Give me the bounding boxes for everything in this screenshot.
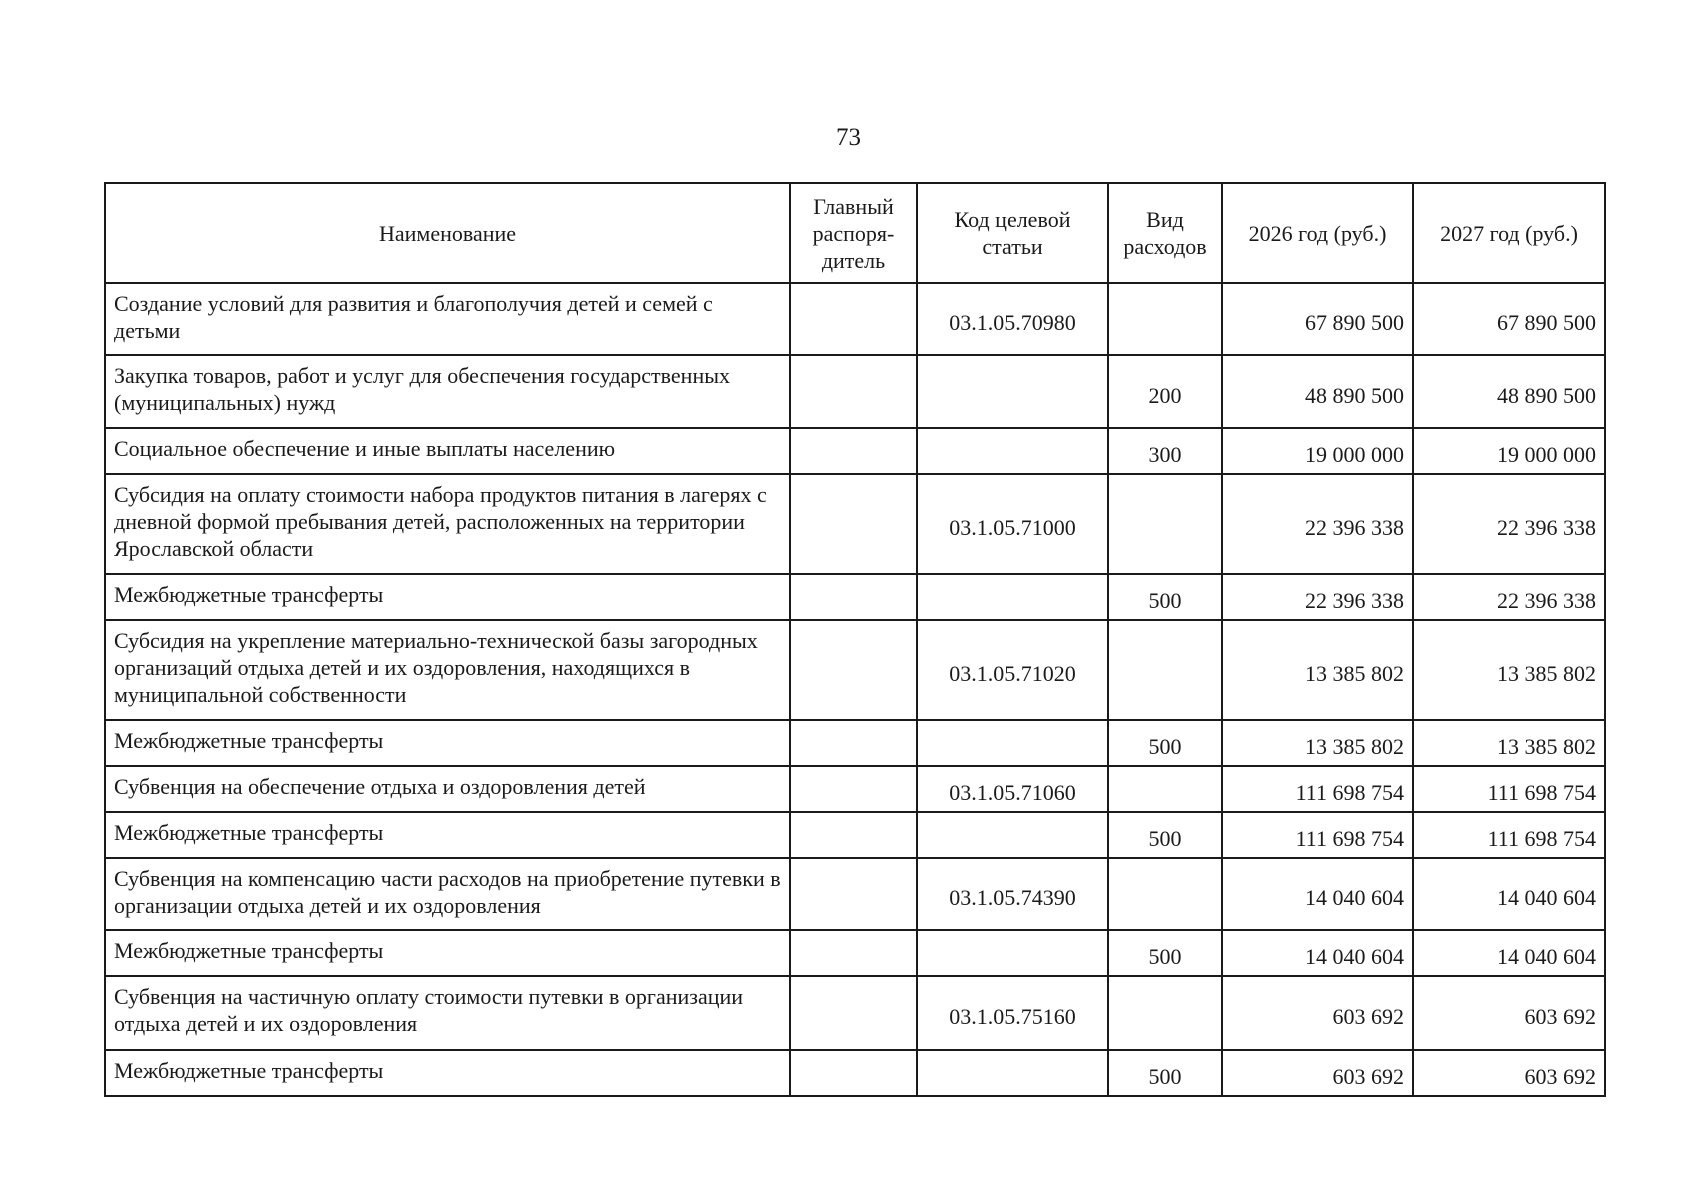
cell-2027: 603 692 — [1413, 1050, 1605, 1096]
cell-manager — [790, 574, 917, 620]
cell-name: Закупка товаров, работ и услуг для обеспечения государственных (муниципальных) нужд — [105, 355, 790, 428]
cell-code: 03.1.05.71020 — [917, 620, 1108, 720]
table-header-row — [105, 183, 1605, 283]
cell-code — [917, 720, 1108, 766]
cell-code: 03.1.05.75160 — [917, 976, 1108, 1050]
cell-manager — [790, 858, 917, 930]
header-name: Наименование — [105, 183, 790, 283]
table-row — [105, 812, 1605, 858]
cell-code: 03.1.05.71000 — [917, 474, 1108, 574]
cell-2026: 603 692 — [1222, 976, 1413, 1050]
cell-manager — [790, 283, 917, 355]
cell-name: Субвенция на обеспечение отдыха и оздоровления детей — [105, 766, 790, 812]
header-year-2027: 2027 год (руб.) — [1413, 183, 1605, 283]
page-number: 73 — [836, 124, 861, 151]
cell-2027: 22 396 338 — [1413, 474, 1605, 574]
cell-2026: 13 385 802 — [1222, 620, 1413, 720]
cell-name: Создание условий для развития и благополучия детей и семей с детьми — [105, 283, 790, 355]
cell-2027: 19 000 000 — [1413, 428, 1605, 474]
budget-table — [104, 182, 1606, 1097]
cell-2027: 67 890 500 — [1413, 283, 1605, 355]
cell-2027: 48 890 500 — [1413, 355, 1605, 428]
table-row — [105, 474, 1605, 574]
cell-2027: 13 385 802 — [1413, 720, 1605, 766]
cell-2026: 111 698 754 — [1222, 766, 1413, 812]
cell-2026: 111 698 754 — [1222, 812, 1413, 858]
table-row — [105, 930, 1605, 976]
header-main-manager: Главный распоря-дитель — [790, 183, 917, 283]
header-year-2026: 2026 год (руб.) — [1222, 183, 1413, 283]
cell-2027: 14 040 604 — [1413, 930, 1605, 976]
cell-type: 500 — [1108, 1050, 1222, 1096]
cell-2026: 67 890 500 — [1222, 283, 1413, 355]
table-row — [105, 976, 1605, 1050]
cell-type — [1108, 766, 1222, 812]
cell-manager — [790, 766, 917, 812]
cell-2026: 48 890 500 — [1222, 355, 1413, 428]
cell-name: Субсидия на укрепление материально-технической базы загородных организаций отдыха детей и их оздоровления, находящихся в муниципальной собственности — [105, 620, 790, 720]
table-row — [105, 574, 1605, 620]
table-row — [105, 428, 1605, 474]
cell-code — [917, 812, 1108, 858]
header-expense-type: Вид расходов — [1108, 183, 1222, 283]
cell-type — [1108, 474, 1222, 574]
cell-type: 500 — [1108, 930, 1222, 976]
cell-name: Межбюджетные трансферты — [105, 1050, 790, 1096]
cell-manager — [790, 1050, 917, 1096]
cell-type — [1108, 858, 1222, 930]
cell-name: Субвенция на компенсацию части расходов на приобретение путевки в организации отдыха детей и их оздоровления — [105, 858, 790, 930]
cell-name: Субвенция на частичную оплату стоимости путевки в организации отдыха детей и их оздоровления — [105, 976, 790, 1050]
table-row — [105, 283, 1605, 355]
header-target-code: Код целевой статьи — [917, 183, 1108, 283]
cell-2026: 14 040 604 — [1222, 930, 1413, 976]
cell-2026: 13 385 802 — [1222, 720, 1413, 766]
cell-manager — [790, 620, 917, 720]
cell-manager — [790, 355, 917, 428]
cell-code: 03.1.05.70980 — [917, 283, 1108, 355]
cell-manager — [790, 930, 917, 976]
cell-type: 200 — [1108, 355, 1222, 428]
cell-2026: 22 396 338 — [1222, 474, 1413, 574]
cell-code — [917, 574, 1108, 620]
cell-type — [1108, 283, 1222, 355]
cell-name: Субсидия на оплату стоимости набора продуктов питания в лагерях с дневной формой пребывания детей, расположенных на территории Ярославской области — [105, 474, 790, 574]
cell-name: Межбюджетные трансферты — [105, 930, 790, 976]
cell-type: 500 — [1108, 720, 1222, 766]
table-row — [105, 620, 1605, 720]
cell-code: 03.1.05.74390 — [917, 858, 1108, 930]
cell-name: Межбюджетные трансферты — [105, 812, 790, 858]
cell-manager — [790, 812, 917, 858]
cell-2027: 22 396 338 — [1413, 574, 1605, 620]
cell-type: 300 — [1108, 428, 1222, 474]
cell-manager — [790, 976, 917, 1050]
table-row — [105, 720, 1605, 766]
cell-2026: 19 000 000 — [1222, 428, 1413, 474]
cell-2027: 111 698 754 — [1413, 766, 1605, 812]
cell-2027: 111 698 754 — [1413, 812, 1605, 858]
cell-type — [1108, 620, 1222, 720]
cell-type: 500 — [1108, 812, 1222, 858]
cell-code — [917, 428, 1108, 474]
table-row — [105, 858, 1605, 930]
cell-name: Межбюджетные трансферты — [105, 720, 790, 766]
cell-type — [1108, 976, 1222, 1050]
cell-2026: 603 692 — [1222, 1050, 1413, 1096]
cell-code — [917, 355, 1108, 428]
cell-manager — [790, 474, 917, 574]
table-row — [105, 1050, 1605, 1096]
cell-2027: 14 040 604 — [1413, 858, 1605, 930]
cell-code: 03.1.05.71060 — [917, 766, 1108, 812]
cell-2027: 603 692 — [1413, 976, 1605, 1050]
cell-type: 500 — [1108, 574, 1222, 620]
cell-2027: 13 385 802 — [1413, 620, 1605, 720]
cell-code — [917, 1050, 1108, 1096]
table-row — [105, 766, 1605, 812]
cell-manager — [790, 428, 917, 474]
cell-name: Межбюджетные трансферты — [105, 574, 790, 620]
table-row — [105, 355, 1605, 428]
cell-manager — [790, 720, 917, 766]
cell-2026: 22 396 338 — [1222, 574, 1413, 620]
cell-name: Социальное обеспечение и иные выплаты населению — [105, 428, 790, 474]
cell-code — [917, 930, 1108, 976]
cell-2026: 14 040 604 — [1222, 858, 1413, 930]
